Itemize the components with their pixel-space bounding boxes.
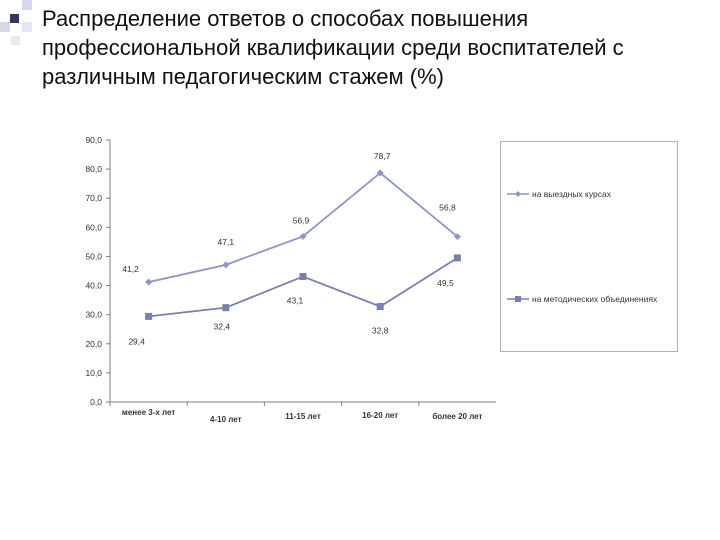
series-1-data-label: 47,1 — [217, 236, 235, 247]
legend-item-series-1 — [507, 188, 611, 200]
legend-item-series-2 — [507, 293, 657, 305]
x-category-label: 16-20 лет — [362, 411, 399, 420]
legend-square-marker-icon — [507, 294, 529, 304]
x-category-label: более 20 лет — [432, 412, 483, 421]
page-title: Распределение ответов о способах повышения профессиональной квалификации среди воспитателей с различным педагогическим стажем (%) — [42, 6, 624, 89]
legend-label-series-2: на методических объединениях — [532, 294, 658, 304]
series-2-point — [300, 273, 307, 280]
y-tick-label: 50,0 — [85, 251, 102, 262]
chart-legend — [500, 141, 678, 352]
series-2-point — [377, 303, 384, 310]
series-1-data-label: 56,8 — [439, 202, 456, 213]
y-tick-label: 0,0 — [90, 397, 102, 407]
series-1-line — [149, 173, 458, 282]
series-2-point — [145, 313, 152, 320]
series-1-point — [222, 261, 229, 268]
series-2-data-label: 32,4 — [213, 321, 231, 332]
y-tick-label: 70,0 — [85, 193, 102, 204]
y-tick-label: 20,0 — [85, 338, 102, 349]
y-tick-label: 60,0 — [85, 222, 102, 233]
legend-diamond-marker-icon — [507, 189, 529, 199]
series-2-point — [454, 254, 461, 261]
legend-label-series-1: на выездных курсах — [532, 189, 611, 199]
y-tick-label: 40,0 — [85, 280, 102, 291]
series-1-data-label: 41,2 — [122, 264, 139, 275]
series-2-data-label: 29,4 — [128, 336, 145, 347]
series-2-data-label: 43,1 — [286, 295, 304, 306]
series-2-data-label: 49,5 — [437, 277, 454, 288]
x-category-label: 11-15 лет — [285, 412, 321, 421]
y-tick-label: 30,0 — [85, 309, 102, 320]
x-category-label: менее 3-х лет — [121, 408, 176, 417]
series-1-data-label: 78,7 — [373, 150, 391, 161]
series-2-data-label: 32,8 — [371, 325, 389, 336]
y-tick-label: 80,0 — [85, 164, 102, 175]
series-2-point — [222, 304, 229, 311]
x-category-label: 4-10 лет — [210, 415, 242, 424]
series-2-line — [149, 258, 458, 317]
series-1-point — [145, 279, 152, 286]
y-tick-label: 90,0 — [85, 135, 102, 145]
y-tick-label: 10,0 — [85, 367, 102, 378]
series-1-data-label: 56,9 — [292, 215, 310, 226]
